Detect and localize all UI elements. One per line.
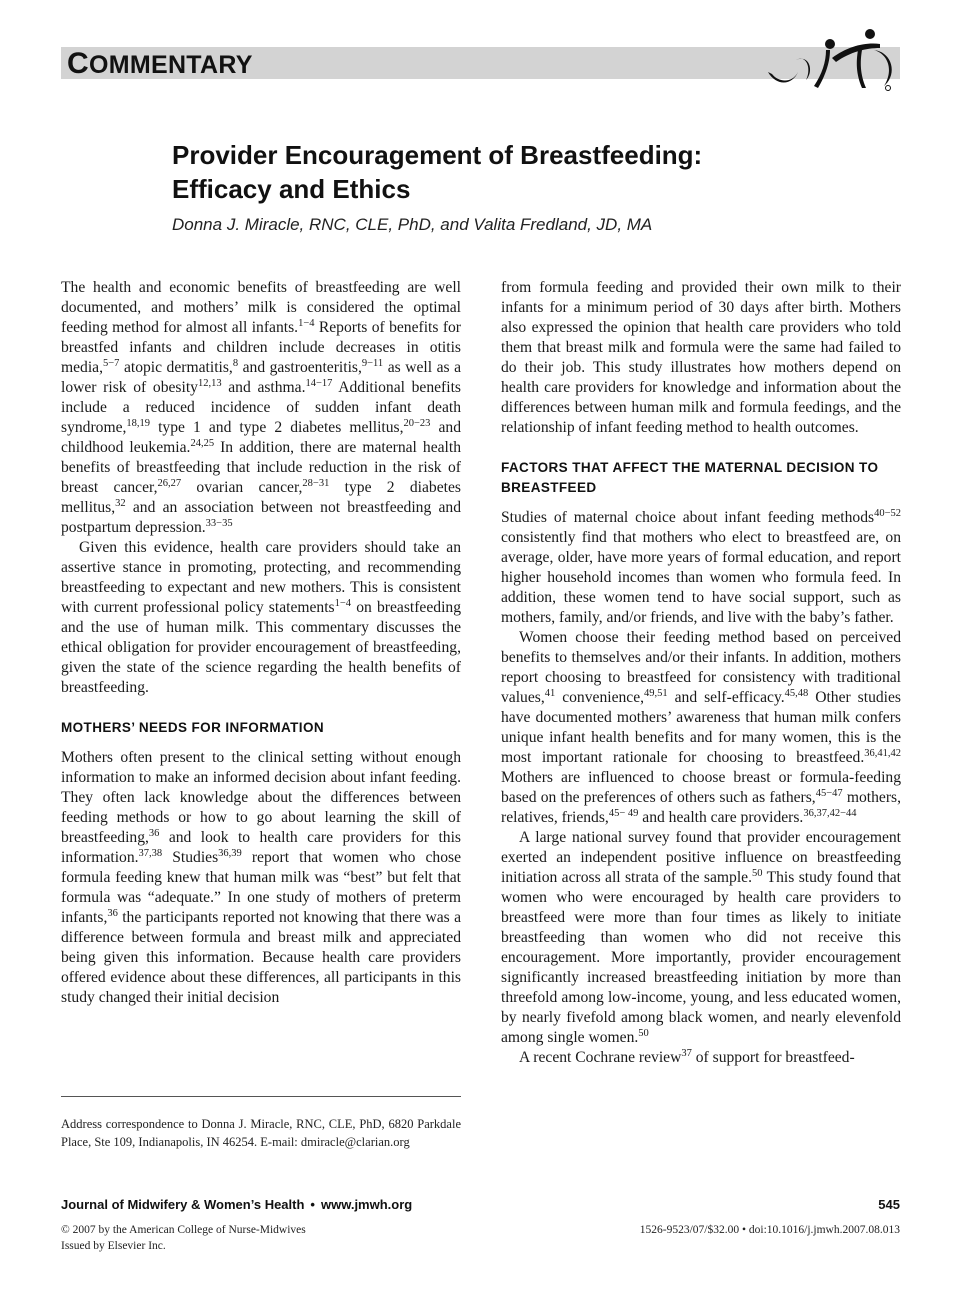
text-run: Mothers often present to the clinical setting without enough information to make an informed decision about infant feeding. They often lack knowledge about the differences between feeding methods or how to go about learning the skill of breastfeeding, [61, 749, 461, 846]
text-run: Reports of benefits for breastfed infants and children include decreases in otitis media, [61, 319, 461, 376]
text-run: report that women who chose formula feeding knew that human milk was “best” but felt that formula was “adequate.” In one study of mothers of preterm infants, [61, 849, 462, 926]
citation-reference: 26,27 [157, 478, 182, 489]
text-run: type 2 diabetes mellitus, [61, 479, 461, 516]
citation-reference: 9−11 [361, 358, 384, 369]
text-run: atopic dermatitis, [119, 359, 233, 376]
citation-reference: 32 [115, 498, 126, 509]
citation-reference: 20−23 [403, 418, 431, 429]
text-run: Other studies have documented mothers’ awareness that human milk confers unique infant health benefits and for many women, this is the most important rationale for choosing to breastfeed. [501, 689, 901, 766]
text-run: consistently find that mothers who elect to breastfeed are, on average, older, have more years of formal education, and report higher household incomes than women who formula feed. In addition, these women tend to have social support, such as mothers, family, and/or friends, and live with the baby’s father. [501, 529, 901, 626]
copyright-line: © 2007 by the American College of Nurse-Midwives [61, 1224, 306, 1236]
journal-name: Journal of Midwifery & Women’s Health [61, 1197, 305, 1212]
body-paragraph [61, 538, 461, 698]
text-run: the participants reported not knowing that there was a difference between formula and breast milk and appreciated being given this information. Because health care providers offered evidence about these differences, all participants in this study changed their initial decision [61, 909, 461, 1006]
text-run: convenience, [555, 689, 645, 706]
citation-reference: 24,25 [190, 438, 215, 449]
text-run: and gastroenteritis, [238, 359, 362, 376]
text-run: mothers, relatives, friends, [501, 789, 901, 826]
citation-reference: 14−17 [305, 378, 333, 389]
citation-reference: 8 [232, 358, 239, 369]
section-label [67, 48, 253, 81]
citation-reference: 45,48 [784, 688, 809, 699]
citation-reference: 41 [544, 688, 556, 699]
citation-reference: 45−47 [815, 788, 843, 799]
citation-reference: 36,41,42 [864, 748, 901, 759]
citation-reference: 37,38 [138, 848, 163, 859]
citation-reference: 5−7 [103, 358, 120, 369]
text-run: type 1 and type 2 diabetes mellitus, [150, 419, 404, 436]
article-title: Provider Encouragement of Breastfeeding: Efficacy and Ethics [172, 140, 703, 204]
text-run: on breastfeeding and the use of human milk. This commentary discusses the ethical obligation for provider encouragement of breastfeeding, given the state of the science regarding the health benefits of breastfeeding. [61, 599, 461, 696]
text-run: and asthma. [221, 379, 306, 396]
page-number: 545 [878, 1197, 900, 1212]
section-label-initial: C [67, 47, 89, 80]
footer-doi-bullet: • [741, 1224, 747, 1236]
text-run: Studies of maternal choice about infant feeding methods [501, 509, 875, 526]
citation-reference: 18,19 [126, 418, 151, 429]
citation-reference: 50 [638, 1028, 649, 1039]
text-run: from formula feeding and provided their own milk to their infants for a minimum period of 30 days after birth. Mothers also expressed the opinion that health care providers who told them that breast milk and formula were the same had failed to do their job. This study illustrates how mothers depend on health care providers for knowledge and information about the differences between human milk and formula feedings, and the relationship of infant feeding method to health outcomes. [501, 279, 901, 436]
body-paragraph [501, 508, 901, 628]
citation-reference: 36 [148, 828, 160, 839]
text-run: ovarian cancer, [181, 479, 303, 496]
text-run: and childhood leukemia. [61, 419, 461, 456]
body-paragraph [501, 828, 901, 1048]
body-paragraph [61, 278, 461, 538]
text-run: Studies [162, 849, 219, 866]
body-paragraph [501, 628, 901, 828]
body-paragraph [501, 278, 901, 438]
citation-reference: 12,13 [197, 378, 222, 389]
citation-reference: 37 [681, 1048, 692, 1059]
journal-website: www.jmwh.org [320, 1197, 413, 1212]
footer-bullet: • [310, 1197, 315, 1212]
body-column-right [501, 278, 901, 1068]
text-run: as well as a lower risk of obesity [61, 359, 461, 396]
footnote-rule [61, 1096, 461, 1097]
citation-reference: 1−4 [298, 318, 315, 329]
section-heading: FACTORS THAT AFFECT THE MATERNAL DECISION TO BREASTFEED [501, 460, 879, 495]
text-run: A large national survey found that provider encouragement exerted an independent positive influence on breastfeeding initiation across all strata of the sample. [501, 829, 901, 886]
text-run: of support for breastfeed- [691, 1049, 855, 1066]
footer-doi-line [640, 1222, 900, 1238]
text-run: Mothers are influenced to choose breast or formula-feeding based on the preferences of others such as fathers, [501, 769, 901, 806]
citation-reference: 40−52 [874, 508, 901, 519]
text-run: Additional benefits include a reduced incidence of sudden infant death syndrome, [61, 379, 461, 436]
text-run: The health and economic benefits of breastfeeding are well documented, and mothers’ milk is considered the optimal feeding method for almost all infants. [61, 279, 461, 336]
citation-reference: 36,37,42−44 [803, 808, 857, 819]
citation-reference: 1−4 [334, 598, 352, 609]
citation-reference: 36 [107, 908, 118, 919]
text-run: and an association between not breastfeeding and postpartum depression. [61, 499, 461, 536]
citation-reference: 50 [752, 868, 763, 879]
body-column-left [61, 278, 461, 1008]
publisher-line: Issued by Elsevier Inc. [61, 1240, 166, 1252]
citation-reference: 45− 49 [608, 808, 639, 819]
acnm-logo-icon [762, 28, 902, 94]
section-label-rest: OMMENTARY [88, 51, 253, 79]
text-run: and health care providers. [638, 809, 804, 826]
citation-reference: 33−35 [205, 518, 233, 529]
body-paragraph [61, 748, 461, 1008]
article-authors: Donna J. Miracle, RNC, CLE, PhD, and Valita Fredland, JD, MA [172, 215, 653, 234]
text-run: and self-efficacy. [667, 689, 785, 706]
citation-reference: 36,39 [218, 848, 242, 859]
citation-reference: 28−31 [302, 478, 330, 489]
footer-journal-line [61, 1196, 412, 1214]
body-paragraph [501, 1048, 901, 1068]
issn-price: 1526-9523/07/$32.00 [639, 1224, 740, 1236]
text-run: Women choose their feeding method based on perceived benefits to themselves and/or their infants. In addition, mothers report choosing to breastfeed for consistency with traditional values, [501, 629, 901, 706]
text-run: This study found that women who were encouraged by health care providers to breastfeed were more than four times as likely to initiate breastfeeding than women who did not receive this encouragement. More importantly, provider encouragement significantly increased breastfeeding initiation by more than threefold among low-income, young, and less educated women, by nearly fivefold among black women, and nearly elevenfold among single women. [501, 869, 901, 1046]
doi: doi:10.1016/j.jmwh.2007.08.013 [748, 1224, 900, 1236]
correspondence-address: Address correspondence to Donna J. Miracle, RNC, CLE, PhD, 6820 Parkdale Place, Ste 109, Indianapolis, IN 46254. E-mail: dmiracle@clarian.org [61, 1117, 461, 1149]
text-run: and look to health care providers for this information. [61, 829, 461, 866]
footer-copyright [61, 1222, 306, 1254]
citation-reference: 49,51 [644, 688, 668, 699]
text-run: Given this evidence, health care providers should take an assertive stance in promoting, protecting, and recommending breastfeeding to expectant and new mothers. This is consistent with current professional policy statements [61, 539, 461, 616]
section-heading: MOTHERS’ NEEDS FOR INFORMATION [61, 720, 325, 735]
text-run: A recent Cochrane review [519, 1049, 682, 1066]
text-run: In addition, there are maternal health benefits of breastfeeding that include reduction in the risk of breast cancer, [61, 439, 461, 496]
